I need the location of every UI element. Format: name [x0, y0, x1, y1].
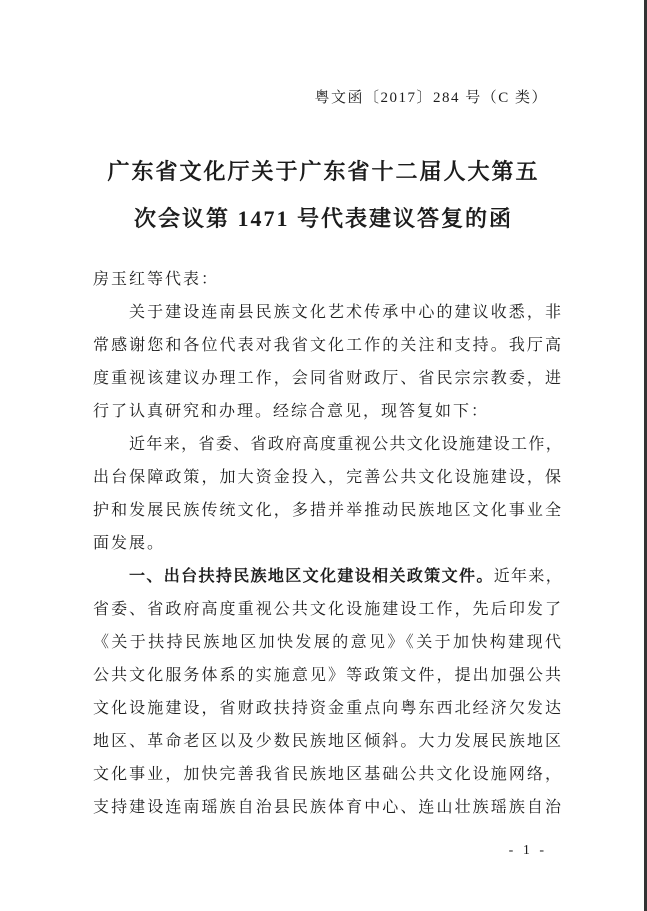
- title-line-2: 次会议第 1471 号代表建议答复的函: [133, 206, 513, 231]
- body-line: 关于建设连南县民族文化艺术传承中心的建议收悉，非: [129, 304, 563, 321]
- body-line: 近年来，省委、省政府高度重视公共文化设施建设工作，: [129, 436, 563, 453]
- reference-number: 粤文函〔2017〕284 号（C 类）: [314, 90, 548, 106]
- body-line: 支持建设连南瑶族自治县民族体育中心、连山壮族瑶族自治: [93, 799, 563, 816]
- body-line: 出台保障政策，加大资金投入，完善公共文化设施建设，保: [93, 469, 563, 486]
- body-line: 《关于扶持民族地区加快发展的意见》《关于加快构建现代: [93, 634, 563, 651]
- document-body: [93, 263, 563, 824]
- page-number: - 1 -: [508, 843, 547, 858]
- body-line: 文化设施建设，省财政扶持资金重点向粤东西北经济欠发达: [93, 700, 563, 717]
- body-line: 度重视该建议办理工作，会同省财政厅、省民宗宗教委，进: [93, 370, 563, 387]
- body-line: 文化事业，加快完善我省民族地区基础公共文化设施网络，: [93, 766, 563, 783]
- salutation: 房玉红等代表：: [93, 271, 220, 288]
- body-line: 常感谢您和各位代表对我省文化工作的关注和支持。我厅高: [93, 337, 563, 354]
- body-line: 公共文化服务体系的实施意见》等政策文件，提出加强公共: [93, 667, 563, 684]
- body-line: 护和发展民族传统文化，多措并举推动民族地区文化事业全: [93, 502, 563, 519]
- body-text: [93, 296, 563, 824]
- document-title: [0, 148, 647, 242]
- body-line: 面发展。: [93, 535, 166, 552]
- body-line: 一、出台扶持民族地区文化建设相关政策文件。近年来，: [129, 568, 563, 585]
- body-line: 行了认真研究和办理。经综合意见，现答复如下：: [93, 403, 490, 420]
- body-line: 省委、省政府高度重视公共文化设施建设工作，先后印发了: [93, 601, 563, 618]
- page-footer: [509, 843, 547, 859]
- section-heading: 一、出台扶持民族地区文化建设相关政策文件。: [129, 568, 494, 585]
- body-line: 地区、革命老区以及少数民族地区倾斜。大力发展民族地区: [93, 733, 563, 750]
- title-line-1: 广东省文化厅关于广东省十二届人大第五: [107, 159, 540, 184]
